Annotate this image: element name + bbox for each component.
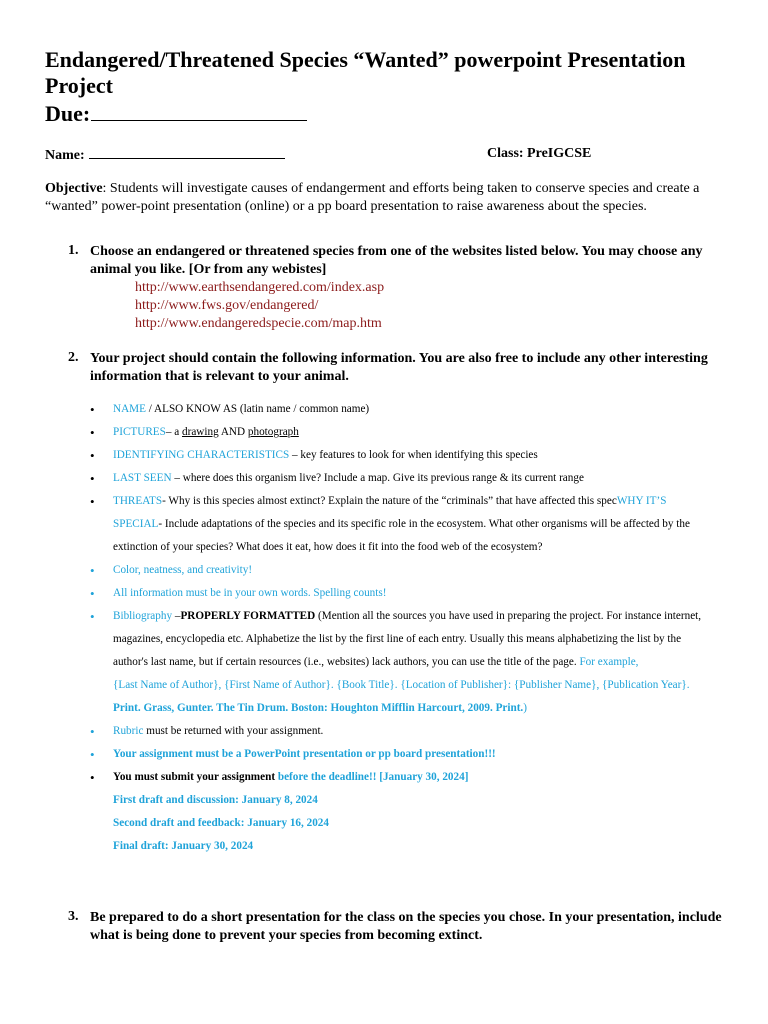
list-item (90, 766, 710, 858)
list-item (90, 444, 710, 467)
pictures-drawing: drawing (182, 426, 219, 438)
link-fws[interactable]: http://www.fws.gov/endangered/ (135, 298, 319, 313)
bullet-icon: • (90, 471, 95, 486)
last-seen-rest: – where does this organism live? Include a map. Give its previous range & its current range (171, 472, 584, 484)
bullet-icon: • (90, 563, 95, 578)
assignment-item: Your assignment must be a PowerPoint presentation or pp board presentation!!! (113, 748, 496, 760)
name-blank (89, 146, 285, 159)
special-key: WHY IT’S SPECIAL (113, 495, 667, 530)
list-item (90, 582, 710, 605)
list-item (90, 559, 710, 582)
bullet-icon: • (90, 747, 95, 762)
rubric-key: Rubric (113, 725, 144, 737)
item-2-number: 2. (68, 350, 79, 365)
class-label: Class: PreIGCSE (487, 146, 592, 161)
bibliography-format: {Last Name of Author}, {First Name of Author}. {Book Title}. {Location of Publisher}: {Publisher Name}, {Publication Year}. (113, 679, 690, 691)
bullet-icon: • (90, 425, 95, 440)
list-item (90, 743, 710, 766)
list-item (90, 398, 710, 421)
bibliography-sample: Print. Grass, Gunter. The Tin Drum. Boston: Houghton Mifflin Harcourt, 2009. Print. (113, 702, 524, 714)
special-rest: - Include adaptations of the species and its specific role in the ecosystem. What other organisms will be affected by the extinction of your species? What does it eat, how does it fit into the food web of the ecosystem? (113, 518, 690, 553)
bibliography-close: ) (523, 702, 527, 714)
item-3-number: 3. (68, 909, 79, 924)
bibliography-example: For example, (579, 656, 639, 668)
name-row (45, 146, 725, 164)
list-item (90, 467, 710, 490)
second-draft: Second draft and feedback: January 16, 2024 (113, 817, 329, 829)
objective-label: Objective (45, 181, 103, 196)
final-draft: Final draft: January 30, 2024 (113, 840, 254, 852)
bullet-icon: • (90, 724, 95, 739)
pictures-and: AND (218, 426, 248, 438)
bullet-icon: • (90, 609, 95, 624)
ident-key: IDENTIFYING CHARACTERISTICS (113, 449, 290, 461)
name-label: Name: (45, 148, 85, 163)
name-key: NAME (113, 403, 146, 415)
bullet-icon: • (90, 402, 95, 417)
ident-rest: – key features to look for when identifying this species (289, 449, 538, 461)
list-item (90, 605, 710, 720)
due-label: Due: (45, 101, 91, 126)
list-item (90, 720, 710, 743)
submit-black: You must submit your assignment (113, 771, 278, 783)
bibliography-bold: PROPERLY FORMATTED (180, 610, 316, 622)
item-3-text: Be prepared to do a short presentation for the class on the species you chose. In your presentation, include what is being done to prevent your species from becoming extinct. (90, 910, 722, 943)
item-1-text: Choose an endangered or threatened species from one of the websites listed below. You may choose any animal you like. [Or from any webistes] (90, 244, 703, 277)
pictures-photo: photograph (247, 426, 299, 438)
due-blank (91, 100, 307, 121)
link-earthsendangered[interactable]: http://www.earthsendangered.com/index.asp (135, 280, 385, 295)
document-title: Endangered/Threatened Species “Wanted” powerpoint Presentation Project (45, 47, 686, 98)
objective-text: : Students will investigate causes of endangerment and efforts being taken to conserve species and create a “wanted” power-point presentation (online) or a pp board presentation to raise awareness about the species. (45, 181, 700, 214)
pictures-dash: – a (165, 426, 182, 438)
bibliography-key: Bibliography (113, 610, 173, 622)
requirements-list (90, 398, 710, 858)
website-links (135, 279, 384, 333)
item-2-text: Your project should contain the following information. You are also free to include any other interesting information that is relevant to your animal. (90, 351, 708, 384)
first-draft: First draft and discussion: January 8, 2024 (113, 794, 318, 806)
pictures-key: PICTURES (113, 426, 166, 438)
threats-rest: - Why is this species almost extinct? Explain the nature of the “criminals” that have affected this spec (162, 495, 617, 507)
own-words-item: All information must be in your own words. Spelling counts! (113, 587, 387, 599)
list-item (90, 421, 710, 444)
link-endangeredspecie[interactable]: http://www.endangeredspecie.com/map.htm (135, 316, 382, 331)
bullet-icon: • (90, 448, 95, 463)
bibliography-dash: – (172, 610, 181, 622)
color-item: Color, neatness, and creativity! (113, 564, 253, 576)
list-item (90, 490, 710, 559)
objective-paragraph (45, 180, 715, 216)
submit-deadline: before the deadline!! [January 30, 2024] (277, 771, 469, 783)
last-seen-key: LAST SEEN (113, 472, 172, 484)
bibliography-rest: (Mention all the sources you have used in preparing the project. For instance internet, magazines, encyclopedia etc. Alphabetize the list by the first line of each entry. Usually this means alphabetizing the list by the author's last name, but if certain resources (i.e., websites) lack authors, you can use the title of the page. (113, 610, 702, 668)
rubric-rest: must be returned with your assignment. (143, 725, 324, 737)
item-1-number: 1. (68, 243, 79, 258)
bullet-icon: • (90, 586, 95, 601)
due-line (45, 100, 307, 127)
name-rest: / ALSO KNOW AS (latin name / common name) (145, 403, 370, 415)
bullet-icon: • (90, 494, 95, 509)
threats-key: THREATS (113, 495, 163, 507)
bullet-icon: • (90, 770, 95, 785)
